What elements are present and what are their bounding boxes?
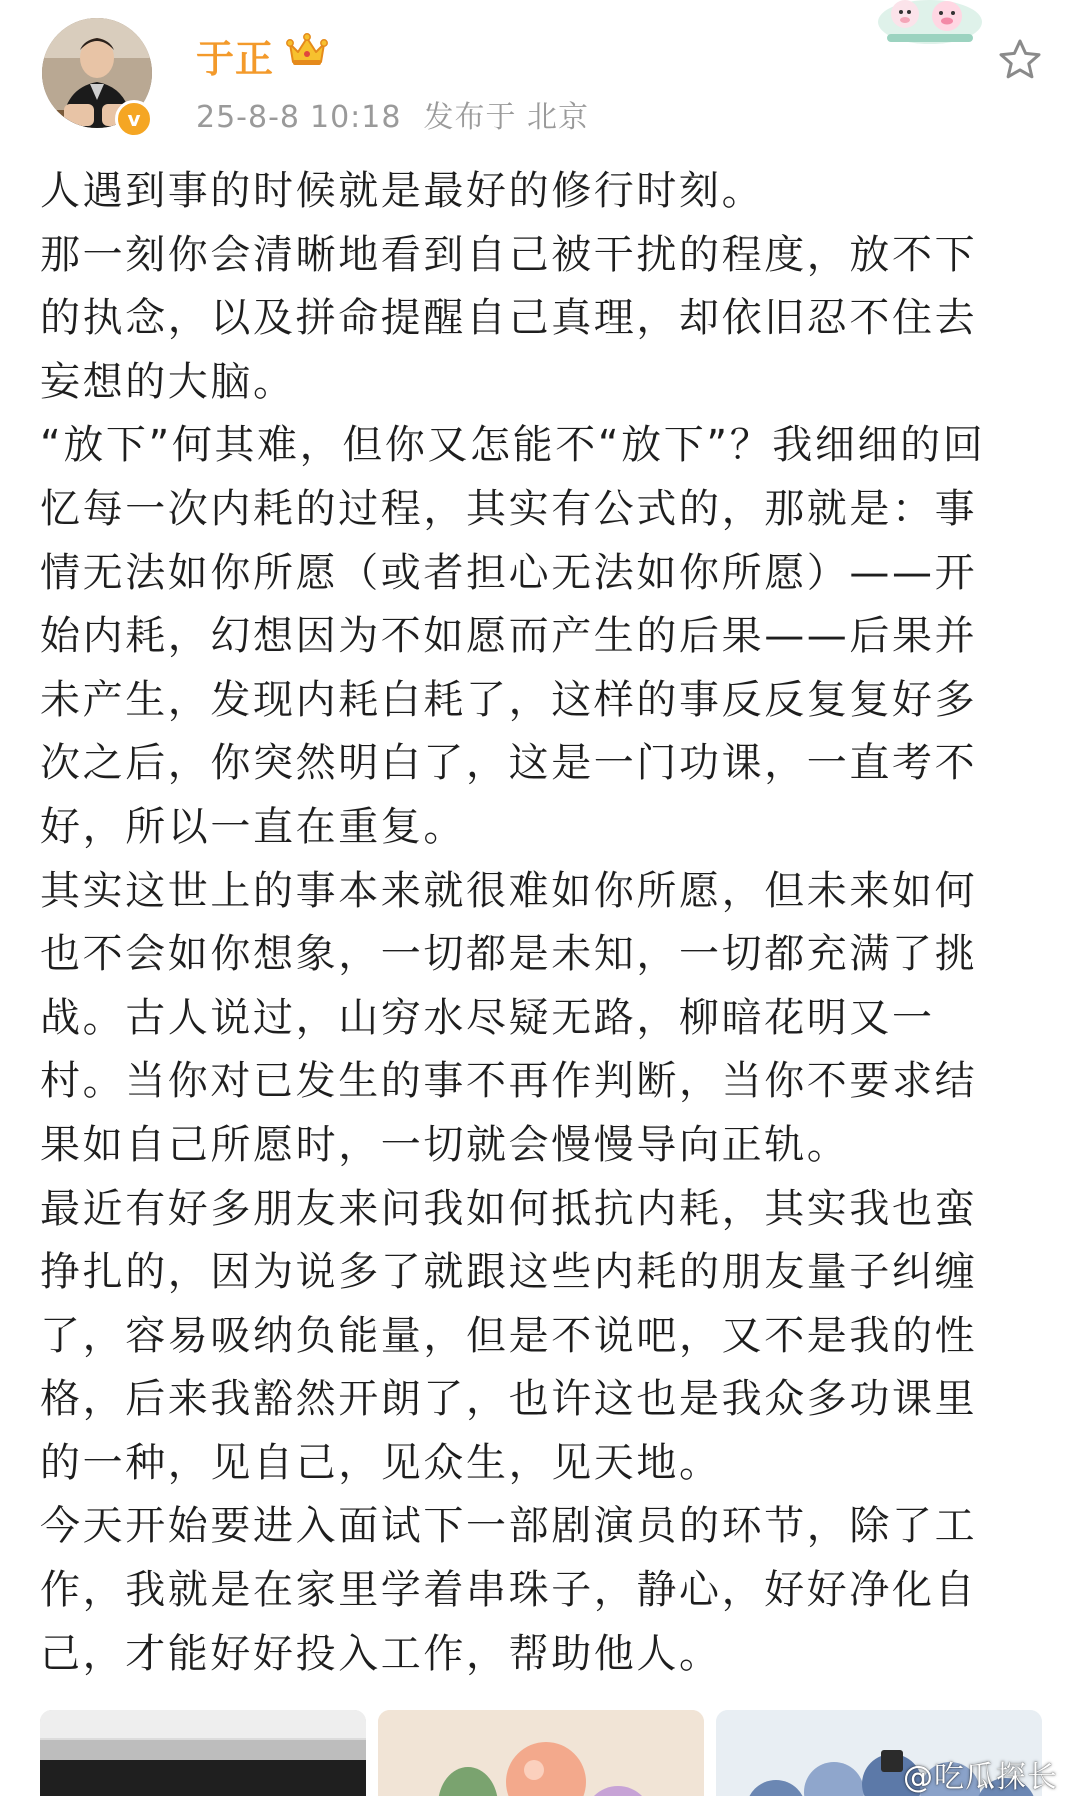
post-image-2[interactable] <box>378 1710 704 1796</box>
post-text-line: 也不会如你想象，一切都是未知，一切都充满了挑 <box>40 931 978 978</box>
watermark-text: @吃瓜探长 <box>903 1760 1058 1795</box>
post-text-line: 果如自己所愿时，一切就会慢慢导向正轨。 <box>40 1121 850 1168</box>
post-body-text <box>40 160 1040 1686</box>
post-text-line: 好，所以一直在重复。 <box>40 803 466 850</box>
post-text-line: “放下”何其难，但你又怎能不“放下”？我细细的回 <box>40 422 986 469</box>
post-location: 发布于 北京 <box>423 100 590 135</box>
verified-badge-icon: v <box>115 100 153 138</box>
post-text-line: 村。当你对已发生的事不再作判断，当你不要求结 <box>40 1058 978 1105</box>
post-text-line: 己，才能好好投入工作，帮助他人。 <box>40 1630 722 1677</box>
post-image-row <box>40 1710 1040 1796</box>
post-text-line: 次之后，你突然明白了，这是一门功课，一直考不 <box>40 740 978 787</box>
post-text-line: 格，后来我豁然开朗了，也许这也是我众多功课里 <box>40 1376 978 1423</box>
post-text-line: 最近有好多朋友来问我如何抵抗内耗，其实我也蛮 <box>40 1185 978 1232</box>
post-image-1[interactable] <box>40 1710 366 1796</box>
post-text-line: 战。古人说过，山穷水尽疑无路，柳暗花明又一 <box>40 994 935 1041</box>
post-text-line: 的执念，以及拼命提醒自己真理，却依旧忍不住去 <box>40 295 978 342</box>
post-meta <box>196 92 589 136</box>
cartoon-sticker-icon <box>875 0 985 46</box>
post-text-line: 始内耗，幻想因为不如愿而产生的后果——后果并 <box>40 613 978 660</box>
post-text-line: 作，我就是在家里学着串珠子，静心，好好净化自 <box>40 1567 978 1614</box>
post-text-line: 的一种，见自己，见众生，见天地。 <box>40 1439 722 1486</box>
star-outline-icon[interactable] <box>996 36 1044 84</box>
post-text-line: 妄想的大脑。 <box>40 358 296 405</box>
post-text-line: 未产生，发现内耗白耗了，这样的事反反复复好多 <box>40 676 978 723</box>
post-date: 25-8-8 <box>196 100 300 135</box>
post-text-line: 挣扎的，因为说多了就跟这些内耗的朋友量子纠缠 <box>40 1249 978 1296</box>
post-text-line: 人遇到事的时候就是最好的修行时刻。 <box>40 168 765 214</box>
post-text-line: 情无法如你所愿（或者担心无法如你所愿）——开 <box>40 549 978 596</box>
post-text-line: 忆每一次内耗的过程，其实有公式的，那就是：事 <box>40 485 978 532</box>
post-time: 10:18 <box>310 100 402 135</box>
author-name[interactable]: 于正 <box>196 37 275 81</box>
crown-icon <box>286 30 328 68</box>
post-text-line: 其实这世上的事本来就很难如你所愿，但未来如何 <box>40 867 978 914</box>
post-header <box>0 0 1080 150</box>
post-text-line: 那一刻你会清晰地看到自己被干扰的程度，放不下 <box>40 231 978 278</box>
post-text-line: 了，容易吸纳负能量，但是不说吧，又不是我的性 <box>40 1312 978 1359</box>
post-text-line: 今天开始要进入面试下一部剧演员的环节，除了工 <box>40 1503 978 1550</box>
